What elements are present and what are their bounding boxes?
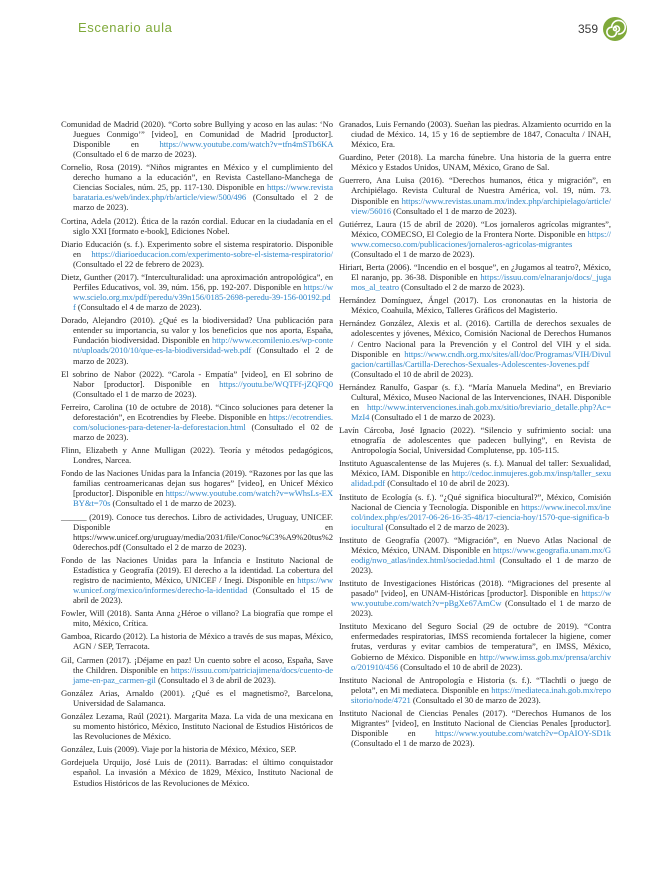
reference-entry	[339, 578, 611, 618]
reference-entry	[61, 216, 333, 236]
reference-text: ______ (2019). Conoce tus derechos. Libro de actividades, Uruguay, UNICEF. Disponible en https://www.unicef.org/uruguay/media/2031/file/Conoc%C3%A9%20tus%20derechos.pdf (Consultado el 2 de marzo de 2023).	[61, 511, 333, 552]
reference-link[interactable]: https://www.unicef.org/mexico/informes/derecho-la-identidad	[73, 575, 333, 596]
reference-text: Dorado, Alejandro (2010). ¿Qué es la biodiversidad? Una publicación para entender su importancia, su valor y los beneficios que nos aporta, España, Fundación biodiversidad. Disponible en	[61, 315, 333, 346]
reference-text: Fondo de las Naciones Unidas para la Infancia e Instituto Nacional de Estadística y Geografía (2019). El derecho a la identidad. La cobertura del registro de nacimiento, México, UNICEF / Inegi. Disponible en	[61, 554, 333, 585]
reference-entry	[339, 458, 611, 488]
reference-text: Gil, Carmen (2017). ¡Déjame en paz! Un cuento sobre el acoso, España, Save the Children. Disponible en	[61, 654, 333, 675]
reference-entry	[339, 175, 611, 215]
reference-consulted: (Consultado el 15 de abril de 2023).	[73, 585, 333, 606]
reference-text: Dietz, Gunther (2017). “Interculturalidad: una aproximación antropológica”, en Perfiles Educativos, vol. 39, núm. 156, pp. 192-207. Disponible en	[61, 272, 333, 293]
reference-link[interactable]: https://www.geografia.unam.mx/Geodig/nwo_atlas/index.html/sociedad.html	[351, 544, 611, 565]
reference-entry	[339, 219, 611, 259]
reference-entry	[61, 711, 333, 741]
reference-link[interactable]: https://www.youtube.com/watch?v=tfn4mSTb6KA	[159, 139, 333, 150]
reference-consulted: (Consultado el 1 de marzo de 2023).	[369, 411, 496, 422]
section-title: Escenario aula	[78, 20, 173, 35]
reference-link[interactable]: https://www.youtube.com/watch?v=wWhsLs-EXBY&t=70s	[73, 488, 333, 509]
reference-link[interactable]: https://diarioeducacion.com/experimento-sobre-el-sistema-respiratorio/	[91, 248, 333, 259]
reference-link[interactable]: https://issuu.com/patriciajimena/docs/cuento-dejame-en-paz_carmen-gil	[73, 664, 333, 685]
reference-link[interactable]: https://mediateca.inah.gob.mx/repositorio/node/4721	[351, 684, 611, 705]
reference-text: Gordejuela Urquijo, José Luis de (2011). Barradas: el último conquistador español. La invasión a México de 1829, México, Instituto Nacional de Estudios Históricos de las Revoluciones de México.	[61, 757, 333, 788]
reference-link[interactable]: https://youtu.be/WQTFf-jZQFQ0	[219, 378, 333, 389]
reference-text: Comunidad de Madrid (2020). “Corto sobre Bullying y acoso en las aulas: ‘No Juegues Conmigo’” [video], en Comunidad de Madrid [productor]. Disponible en	[61, 119, 333, 150]
references-right-column	[339, 119, 611, 751]
reference-text: González Arias, Arnaldo (2001). ¿Qué es el magnetismo?, Barcelona, Universidad de Salamanca.	[61, 687, 333, 708]
reference-consulted: (Consultado el 1 de marzo de 2023).	[351, 738, 475, 749]
reference-text: González Lezama, Raúl (2021). Margarita Maza. La vida de una mexicana en su momento histórico, México, Instituto Nacional de Estudios Históricos de las Revoluciones de México.	[61, 711, 333, 742]
reference-text: Gutiérrez, Laura (15 de abril de 2020). “Los jornaleros agrícolas migrantes”, México, COMECSO, El Colegio de la Frontera Norte. Disponible en	[339, 218, 611, 239]
reference-consulted: (Consultado el 3 de abril de 2023).	[155, 674, 276, 685]
reference-text: Ferreiro, Carolina (10 de octubre de 2018). “Cinco soluciones para detener la deforestación”, en Ecotrendies by Fleebe. Disponible en	[61, 401, 333, 422]
reference-entry	[61, 369, 333, 399]
reference-link[interactable]: https://www.youtube.com/watch?v=pBgXe67AmCw	[351, 588, 611, 609]
reference-entry	[61, 757, 333, 787]
reference-consulted: (Consultado el 22 de febrero de 2023).	[73, 258, 205, 269]
reference-entry	[339, 621, 611, 671]
reference-entry	[339, 119, 611, 149]
reference-text: Gamboa, Ricardo (2012). La historia de México a través de sus mapas, México, AGN / SEP, Terracota.	[61, 631, 333, 652]
reference-entry	[61, 512, 333, 552]
reference-text: Hiriart, Berta (2006). “Incendio en el bosque”, en ¿Jugamos al teatro?, México, El naranjo, pp. 36-38. Disponible en	[339, 261, 611, 283]
page-header	[0, 0, 672, 46]
reference-consulted: (Consultado el 30 de marzo de 2023).	[410, 694, 541, 705]
reference-consulted: (Consultado el 02 de marzo de 2023).	[73, 421, 333, 443]
reference-link[interactable]: https://www.cndh.org.mx/sites/all/doc/Programas/VIH/Divulgacion/cartillas/Cartilla-Derechos-Sexuales-Adolescentes-Jovenes.pdf	[351, 348, 611, 369]
reference-text: Hernández Ranulfo, Gaspar (s. f.). “María Manuela Medina”, en Breviario Cultural, México, Museo Nacional de las Intervenciones, INAH. Disponible en	[339, 381, 611, 412]
reference-entry	[339, 152, 611, 172]
reference-text: Instituto Nacional de Ciencias Penales (2017). “Derechos Humanos de los Migrantes” [video], en Instituto Nacional de Ciencias Penales [productor]. Disponible en	[339, 707, 611, 739]
reference-entry	[339, 492, 611, 532]
reference-link[interactable]: https://www.revistabarataria.es/web/index.php/rb/article/view/500/496	[73, 182, 333, 203]
reference-text: Lavín Cárcoba, José Ignacio (2022). “Silencio y sufrimiento social: una etnografía de adolescentes que padecen bullying”, en Revista de Antropología Social, Universidad Complutense, pp. 105-115.	[339, 425, 611, 456]
reference-consulted: (Consultado el 1 de marzo de 2023).	[391, 205, 517, 216]
reference-entry	[61, 555, 333, 605]
reference-text: Guerrero, Ana Luisa (2016). “Derechos humanos, ética y migración”, en Archipiélago. Revista Cultural de Nuestra América, vol. 19, núm. 73. Disponible en	[339, 175, 611, 206]
reference-consulted: (Consultado el 1 de marzo de 2023).	[110, 498, 237, 509]
reference-consulted: (Consultado el 10 de abril de 2023).	[385, 478, 510, 489]
reference-text: Instituto Nacional de Antropología e Historia (s. f.). “Tlachtli o juego de pelota”, en Mi mediateca. Disponible en	[339, 674, 611, 695]
page-number: 359	[578, 22, 599, 36]
reference-entry	[61, 162, 333, 212]
reference-entry	[339, 295, 611, 315]
reference-consulted: (Consultado el 4 de marzo de 2023).	[75, 302, 202, 313]
reference-entry	[61, 744, 333, 754]
reference-link[interactable]: https://www.youtube.com/watch?v=OpAIOY-SD1k	[435, 728, 611, 739]
reference-link[interactable]: http://cedoc.inmujeres.gob.mx/insp/taller_sexualidad.pdf	[351, 468, 611, 489]
reference-entry	[61, 315, 333, 365]
reference-link[interactable]: https://www.revistas.unam.mx/index.php/archipielago/article/view/56016	[351, 195, 611, 216]
reference-consulted: (Consultado el 1 de marzo de 2023).	[351, 554, 611, 575]
reference-consulted: (Consultado el 10 de abril de 2023).	[398, 661, 523, 672]
reference-entry	[61, 655, 333, 685]
reference-entry	[339, 535, 611, 575]
reference-consulted: (Consultado el 6 de marzo de 2023).	[73, 149, 197, 160]
reference-link[interactable]: https://www.scielo.org.mx/pdf/peredu/v39n156/0185-2698-peredu-39-156-00192.pdf	[73, 282, 333, 313]
reference-link[interactable]: https://ecotrendies.com/soluciones-para-detener-la-deforestacion.html	[73, 411, 333, 432]
reference-consulted: (Consultado el 1 de marzo de 2023).	[73, 388, 197, 399]
reference-entry	[61, 239, 333, 269]
reference-entry	[339, 318, 611, 378]
reference-consulted: (Consultado el 2 de marzo de 2023).	[73, 192, 333, 213]
reference-entry	[61, 468, 333, 508]
reference-text: Instituto de Ecología (s. f.). “¿Qué significa biocultural?”, México, Comisión Nacional de Ciencia y Tecnología. Disponible en	[339, 491, 611, 512]
reference-text: Hernández Domínguez, Ángel (2017). Los crononautas en la historia de México, Coahuila, México, Talleres Gráficos del Magisterio.	[339, 295, 611, 316]
reference-consulted: (Consultado el 10 de abril de 2023).	[351, 368, 474, 379]
reference-entry	[339, 382, 611, 422]
reference-entry	[61, 119, 333, 159]
references-left-column	[61, 119, 333, 791]
reference-text: Hernández González, Alexis et al. (2016). Cartilla de derechos sexuales de adolescentes y jóvenes, México, Comisión Nacional de Derechos Humanos / Centro Nacional para la Prevención y el Control del VIH y el sida. Disponible en	[339, 318, 611, 359]
reference-text: Instituto de Investigaciones Históricas (2018). “Migraciones del presente al pasado” [video], en UNAM-Históricas [productor]. Disponible en	[339, 578, 611, 599]
reference-text: Guardino, Peter (2018). La marcha fúnebre. Una historia de la guerra entre México y Estados Unidos, UNAM, México, Grano de Sal.	[339, 152, 611, 173]
reference-text: González, Luis (2009). Viaje por la historia de México, México, SEP.	[61, 744, 297, 755]
reference-text: Cornelio, Rosa (2019). “Niños migrantes en México y el cumplimiento del derecho humano a la educación”, en Revista Castellano-Manchega de Ciencias Sociales, núm. 25, pp. 117-130. Disponible en	[61, 162, 333, 193]
reference-text: Fowler, Will (2018). Santa Anna ¿Héroe o villano? La biografía que rompe el mito, México, Crítica.	[61, 608, 333, 629]
reference-text: Instituto Aguascalentense de las Mujeres (s. f.). Manual del taller: Sexualidad, México, IAM. Disponible en	[339, 458, 611, 479]
reference-consulted: (Consultado el 1 de marzo de 2023).	[351, 598, 611, 619]
reference-text: Instituto Mexicano del Seguro Social (29 de octubre de 2019). “Contra enfermedades respiratorias, IMSS recomienda fortalecer la higiene, comer frutas, verduras y evitar cambios de temperatura”, en IMSS, México, Gobierno de México. Disponible en	[339, 621, 611, 662]
reference-link[interactable]: http://www.intervenciones.inah.gob.mx/sitio/breviario_detalle.php?Ac=MzI4	[351, 401, 611, 422]
reference-link[interactable]: https://issuu.com/elnaranjo/docs/_jugamos_al_teatro	[351, 272, 611, 293]
reference-link[interactable]: http://www.ecomilenio.es/wp-content/uploads/2010/10/que-es-la-biodiversidad-web.pdf	[73, 335, 333, 356]
reference-entry	[61, 688, 333, 708]
reference-consulted: (Consultado el 1 de marzo de 2023).	[351, 248, 475, 259]
reference-text: El sobrino de Nabor (2022). “Carola - Empatía” [video], en El sobrino de Nabor [productor]. Disponible en	[61, 368, 333, 389]
reference-consulted: (Consultado el 2 de marzo de 2023).	[399, 282, 525, 293]
reference-entry	[339, 675, 611, 705]
reference-entry	[61, 402, 333, 442]
reference-entry	[339, 262, 611, 292]
reference-link[interactable]: https://www.comecso.com/publicaciones/jornaleros-agricolas-migrantes	[351, 228, 611, 249]
reference-text: Cortina, Adela (2012). Ética de la razón cordial. Educar en la ciudadanía en el siglo XXI [formato e-book], Ediciones Nobel.	[61, 215, 333, 236]
reference-text: Granados, Luis Fernando (2003). Sueñan las piedras. Alzamiento ocurrido en la ciudad de México. 14, 15 y 16 de septiembre de 1847, Conaculta / INAH, México, Era.	[339, 119, 611, 150]
reference-link[interactable]: http://www.imss.gob.mx/prensa/archivo/201910/456	[351, 651, 611, 672]
reference-text: Flinn, Elizabeth y Anne Mulligan (2022). Teoría y métodos pedagógicos, Londres, Narcea.	[61, 445, 333, 466]
reference-consulted: (Consultado el 2 de marzo de 2023).	[73, 345, 333, 366]
reference-entry	[61, 631, 333, 651]
reference-link[interactable]: https://www.inecol.mx/inecol/index.php/es/2017-06-26-16-35-48/17-ciencia-hoy/1570-que-significa-biocultural	[351, 501, 611, 532]
spiral-snail-icon	[602, 16, 628, 42]
reference-entry	[61, 272, 333, 312]
reference-entry	[339, 425, 611, 455]
reference-text: Fondo de las Naciones Unidas para la Infancia (2019). “Razones por las que las familias centroamericanas dejan sus hogares” [video], en Unicef México [productor]. Disponible en	[61, 468, 333, 499]
reference-text: Diario Educación (s. f.). Experimento sobre el sistema respiratorio. Disponible en	[61, 238, 333, 259]
reference-entry	[61, 445, 333, 465]
reference-text: Instituto de Geografía (2007). “Migración”, en Nuevo Atlas Nacional de México, México, UNAM. Disponible en	[339, 534, 611, 555]
reference-consulted: (Consultado el 2 de marzo de 2023).	[383, 521, 510, 532]
reference-entry	[61, 608, 333, 628]
reference-entry	[339, 708, 611, 748]
